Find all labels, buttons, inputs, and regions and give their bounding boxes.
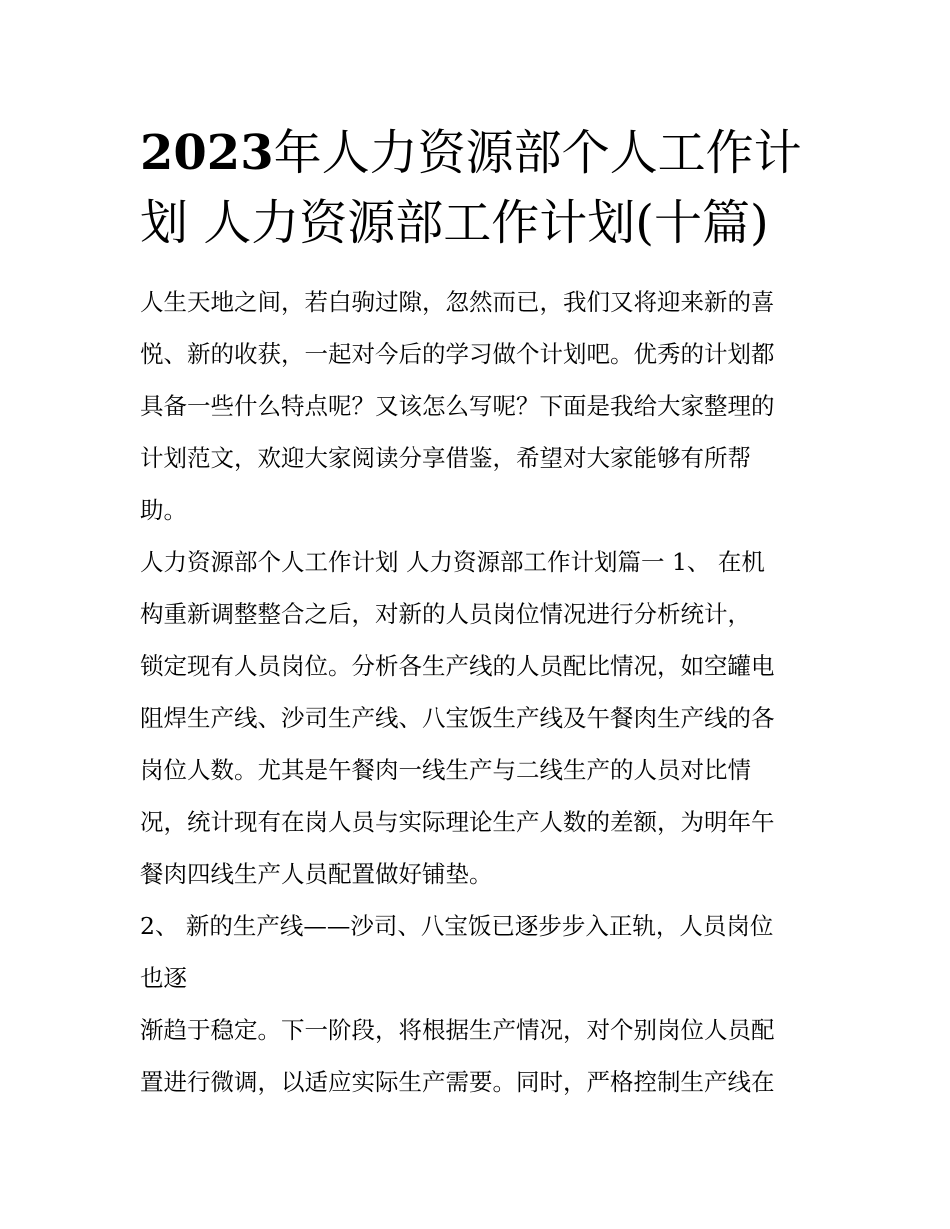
- paragraph-item-2-continued: [140, 1012, 830, 1100]
- text-line: 锁定现有人员岗位。分析各生产线的人员配比情况，如空罐电: [140, 652, 775, 680]
- title-line-2: [140, 188, 830, 258]
- text-line: 人力资源部个人工作计划 人力资源部工作计划篇一 1、 在机: [140, 548, 765, 576]
- text-line: 构重新调整整合之后，对新的人员岗位情况进行分析统计，: [140, 600, 751, 628]
- text-line: 悦、新的收获，一起对今后的学习做个计划吧。优秀的计划都: [140, 340, 775, 368]
- title-line-2-text: 划 人力资源部工作计划(十篇): [140, 195, 769, 251]
- title-line-1-text: 年人力资源部个人工作计: [273, 125, 802, 181]
- document-title: [140, 118, 830, 258]
- text-line: 也逐: [140, 964, 187, 992]
- text-line: 助。: [140, 496, 187, 524]
- text-line: 阻焊生产线、沙司生产线、八宝饭生产线及午餐肉生产线的各: [140, 704, 775, 732]
- paragraph-intro: [140, 284, 830, 528]
- text-line: 具备一些什么特点呢？又该怎么写呢？下面是我给大家整理的: [140, 392, 775, 420]
- title-year: 2023: [140, 125, 274, 181]
- text-line: 况，统计现有在岗人员与实际理论生产人数的差额，为明年午: [140, 808, 775, 836]
- title-line-1: [140, 118, 830, 188]
- text-line: 计划范文，欢迎大家阅读分享借鉴，希望对大家能够有所帮: [140, 444, 751, 472]
- paragraph-item-2: [140, 908, 830, 996]
- paragraph-item-1: [140, 544, 830, 892]
- document-body: [140, 284, 830, 1116]
- text-line: 人生天地之间，若白驹过隙，忽然而已，我们又将迎来新的喜: [140, 288, 775, 316]
- text-line: 渐趋于稳定。下一阶段，将根据生产情况，对个别岗位人员配: [140, 1016, 775, 1044]
- text-line: 置进行微调，以适应实际生产需要。同时，严格控制生产线在: [140, 1068, 775, 1096]
- text-line: 2、 新的生产线——沙司、八宝饭已逐步步入正轨，人员岗位: [140, 912, 774, 940]
- text-line: 餐肉四线生产人员配置做好铺垫。: [140, 860, 493, 888]
- text-line: 岗位人数。尤其是午餐肉一线生产与二线生产的人员对比情: [140, 756, 751, 784]
